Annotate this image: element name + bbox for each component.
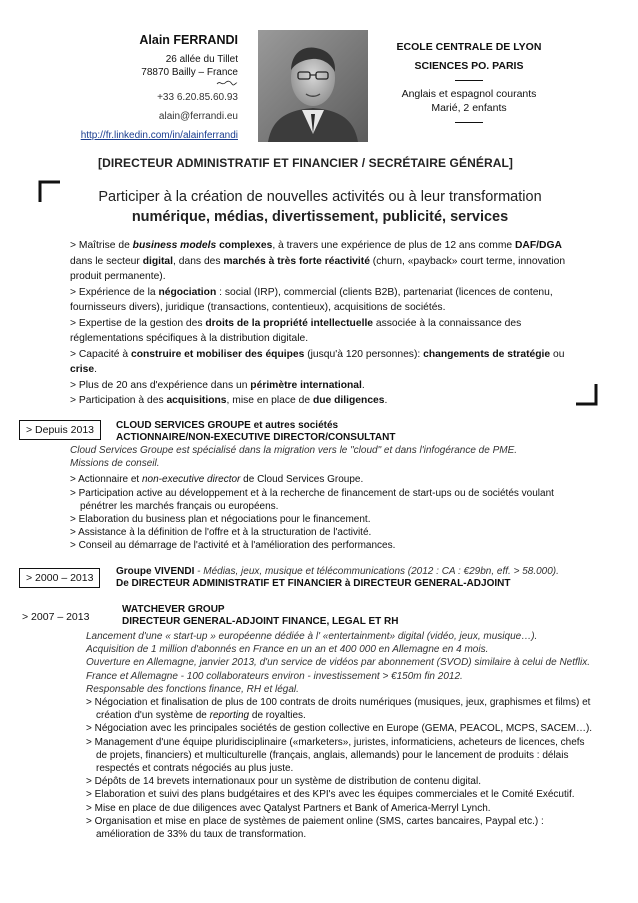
- date-badge-1: > Depuis 2013: [19, 420, 101, 440]
- bullet-item: > Conseil au démarrage de l'activité et à l'amélioration des performances.: [70, 540, 396, 552]
- portrait-image: [258, 30, 368, 142]
- company-1-name: CLOUD SERVICES GROUPE et autres sociétés: [116, 420, 339, 431]
- date-label-3: > 2007 – 2013: [22, 611, 90, 623]
- company-3: [122, 604, 399, 628]
- company-3-desc: [86, 630, 598, 696]
- company-2-name: Groupe VIVENDI: [116, 566, 195, 577]
- candidate-name: Alain FERRANDI: [139, 33, 238, 47]
- date-badge-2: > 2000 – 2013: [19, 568, 100, 588]
- summary-item: > Capacité à construire et mobiliser des équipes (jusqu'à 120 personnes): changements de stratégie ou crise.: [70, 348, 565, 375]
- bullet-item: > Organisation et mise en place de systèmes de paiement online (SMS, cartes bancaires, Paypal etc.) : amélioration de 33% du taux de transformation.: [86, 815, 544, 841]
- tagline-line-1: Participer à la création de nouvelles activités ou à leur transformation: [98, 189, 542, 205]
- bullet-item: > Négociation et finalisation de plus de 100 contrats de droits numériques (musiques, jeux, graphismes et films) et création d'un système de reporting de royalties.: [86, 697, 591, 722]
- company-1-desc-1: Cloud Services Groupe est spécialisé dans la migration vers le "cloud" et dans l'infogérance de PME.: [70, 445, 518, 456]
- languages: Anglais et espagnol courants: [401, 88, 537, 100]
- bullet-item: > Elaboration et suivi des plans budgétaires et des KPI's avec les équipes commerciales et le Comité Exécutif.: [86, 789, 575, 801]
- summary-section: [70, 238, 578, 409]
- signature-mark: [216, 79, 238, 87]
- company-1-desc-2: Missions de conseil.: [70, 458, 160, 470]
- bullet-item: > Assistance à la définition de l'offre et à la structuration de l'activité.: [70, 527, 372, 539]
- company-desc-line: France et Allemagne - 100 collaborateurs environ - investissement > €150m fin 2012.: [86, 670, 463, 682]
- summary-item: > Expertise de la gestion des droits de la propriété intellectuelle associée à la connaissance des réglementations spécifiques à la distribution digitale.: [70, 317, 522, 344]
- summary-item: > Plus de 20 ans d'expérience dans un périmètre international.: [70, 379, 365, 391]
- company-1: [116, 420, 395, 444]
- bracket-top-left: [38, 180, 60, 202]
- email-address[interactable]: alain@ferrandi.eu: [158, 111, 238, 122]
- bullet-item: > Dépôts de 14 brevets internationaux pour un système de distribution de contenu digital.: [86, 776, 481, 788]
- tagline: [70, 187, 570, 227]
- company-2-position: De DIRECTEUR ADMINISTRATIF ET FINANCIER à DIRECTEUR GENERAL-ADJOINT: [116, 578, 511, 590]
- company-3-name: WATCHEVER GROUP: [122, 604, 225, 615]
- bullet-item: > Négociation avec les principales sociétés de gestion collective en Europe (GEMA, PEACOL, MCPS, SACEM…).: [86, 723, 593, 735]
- tagline-line-2: numérique, médias, divertissement, publicité, services: [131, 209, 509, 225]
- address-line-1: 26 allée du Tillet: [165, 54, 238, 65]
- bullet-item: > Management d'une équipe pluridisciplinaire («marketers», juristes, informaticiens, acheteurs de licences, chefs de projets, financiers) et multiculturelle (français, anglais, allemands) pour le lancement de produits : délais respectés et contrats négociés au plus juste.: [86, 736, 585, 775]
- contact-block: [60, 34, 238, 142]
- company-3-details: [86, 630, 598, 841]
- education-block: [376, 40, 562, 123]
- phone-number: +33 6.20.85.60.93: [157, 92, 238, 103]
- company-desc-line: Responsable des fonctions finance, RH et légal.: [86, 683, 299, 695]
- education-line-2: SCIENCES PO. PARIS: [414, 60, 524, 72]
- bullet-item: > Elaboration du business plan et négociations pour le financement.: [70, 514, 371, 526]
- company-desc-line: Ouverture en Allemagne, janvier 2013, d'un service de vidéos par abonnement (SVOD) similaire à celui de Netflix.: [86, 657, 591, 669]
- company-1-details: [70, 444, 590, 553]
- summary-item: > Expérience de la négociation : social (IRP), commercial (clients B2B), partenariat (licences de contenu, fournisseurs divers), juridique (transactions, contentieux), acquisitions de sociétés.: [70, 286, 553, 313]
- company-1-bullets: [70, 473, 590, 552]
- linkedin-link[interactable]: http://fr.linkedin.com/in/alainferrandi: [80, 130, 238, 141]
- divider: [455, 122, 483, 123]
- bullet-item: > Mise en place de due diligences avec Qatalyst Partners et Bank of America-Merryl Lynch.: [86, 802, 491, 814]
- company-3-bullets: [86, 696, 598, 841]
- bracket-bottom-right: [576, 384, 598, 406]
- summary-item: > Maîtrise de business models complexes, à travers une expérience de plus de 12 ans comme DAF/DGA dans le secteur digital, dans des marchés à très forte réactivité (churn, «payback» court terme, innovation produit permanente).: [70, 240, 566, 282]
- company-2-desc: - Médias, jeux, musique et télécommunications (2012 : CA : €29bn, eff. > 58.000).: [194, 566, 559, 577]
- bullet-item: > Participation active au développement et à la recherche de financement de start-ups ou de sociétés voulant pénétrer les marchés français ou européens.: [70, 487, 554, 512]
- company-1-position: ACTIONNAIRE/NON-EXECUTIVE DIRECTOR/CONSULTANT: [116, 432, 396, 443]
- education-line-1: ECOLE CENTRALE DE LYON: [396, 41, 542, 53]
- company-2: [116, 565, 616, 590]
- summary-item: > Participation à des acquisitions, mise en place de due diligences.: [70, 395, 388, 406]
- divider: [455, 80, 483, 81]
- bullet-item: > Actionnaire et non-executive director de Cloud Services Groupe.: [70, 474, 364, 486]
- role-title: [DIRECTEUR ADMINISTRATIF ET FINANCIER / SECRÉTAIRE GÉNÉRAL]: [98, 156, 514, 170]
- profile-photo: [258, 30, 368, 142]
- company-desc-line: Lancement d'une « start-up » européenne dédiée à l' «entertainment» digital (vidéo, jeux, musique…).: [86, 631, 538, 642]
- family-status: Marié, 2 enfants: [431, 102, 507, 114]
- company-desc-line: Acquisition de 1 million d'abonnés en France en un an et 400 000 en Allemagne en 4 mois.: [86, 644, 489, 656]
- company-3-position: DIRECTEUR GENERAL-ADJOINT FINANCE, LEGAL ET RH: [122, 616, 399, 627]
- address-line-2: 78870 Bailly – France: [141, 67, 238, 78]
